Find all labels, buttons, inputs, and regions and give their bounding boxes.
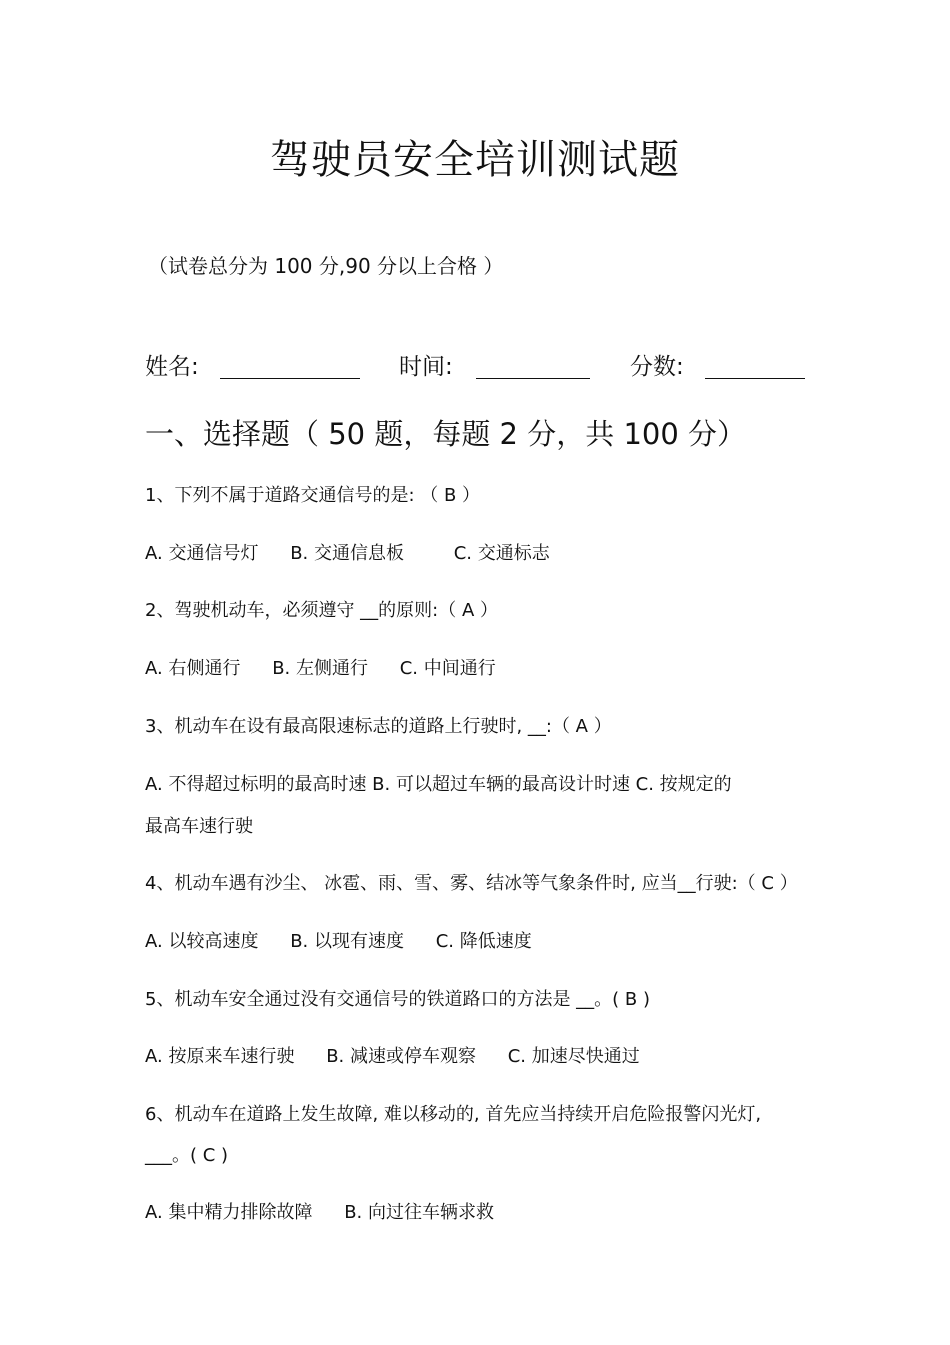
- name-field[interactable]: [220, 378, 360, 379]
- question-3: 3、机动车在设有最高限速标志的道路上行驶时, __:（ A ）: [145, 716, 612, 737]
- option-c: C. 加速尽快通过: [507, 1046, 640, 1067]
- option-b: B. 左侧通行: [272, 658, 368, 679]
- option-b: B. 减速或停车观察: [326, 1046, 476, 1067]
- question-4: 4、机动车遇有沙尘、 冰雹、雨、雪、雾、结冰等气象条件时, 应当__行驶:（ C ）: [145, 873, 798, 894]
- score-field[interactable]: [705, 378, 805, 379]
- info-row: [145, 348, 810, 384]
- question-6-line-1: 6、机动车在道路上发生故障, 难以移动的, 首先应当持续开启危险报警闪光灯,: [145, 1104, 762, 1125]
- question-2-options: [145, 654, 522, 680]
- name-label: 姓名:: [145, 354, 199, 380]
- question-1-options: [145, 539, 576, 565]
- question-3-options-line-2: 最高车速行驶: [145, 816, 253, 837]
- option-c: C. 交通标志: [453, 543, 550, 564]
- option-a: A. 按原来车速行驶: [145, 1046, 295, 1067]
- question-5-options: [145, 1042, 666, 1068]
- option-b: B. 以现有速度: [290, 931, 404, 952]
- option-a: A. 以较高速度: [145, 931, 259, 952]
- option-a: A. 交通信号灯: [145, 543, 259, 564]
- option-a: A. 右侧通行: [145, 658, 241, 679]
- question-6-options: [145, 1198, 520, 1224]
- question-1: 1、下列不属于道路交通信号的是: （ B ）: [145, 485, 481, 506]
- question-2: 2、驾驶机动车，必须遵守 __的原则:（ A ）: [145, 600, 498, 621]
- question-3-options-line-1: A. 不得超过标明的最高时速 B. 可以超过车辆的最高设计时速 C. 按规定的: [145, 774, 732, 795]
- time-label: 时间:: [399, 354, 453, 380]
- option-b: B. 交通信息板: [290, 543, 404, 564]
- question-6-line-2: ___。( C ): [145, 1145, 229, 1166]
- question-5: 5、机动车安全通过没有交通信号的铁道路口的方法是 __。( B ): [145, 989, 651, 1010]
- time-field[interactable]: [476, 378, 590, 379]
- score-label: 分数:: [630, 354, 684, 380]
- score-note: （试卷总分为 100 分,90 分以上合格 ）: [148, 254, 504, 278]
- question-4-options: [145, 927, 558, 953]
- option-c: C. 降低速度: [435, 931, 532, 952]
- option-b: B. 向过往车辆求救: [344, 1202, 494, 1223]
- section-title: 一、选择题（ 50 题，每题 2 分，共 100 分）: [145, 417, 747, 451]
- exam-title: 驾驶员安全培训测试题: [270, 137, 680, 183]
- option-c: C. 中间通行: [399, 658, 496, 679]
- option-a: A. 集中精力排除故障: [145, 1202, 313, 1223]
